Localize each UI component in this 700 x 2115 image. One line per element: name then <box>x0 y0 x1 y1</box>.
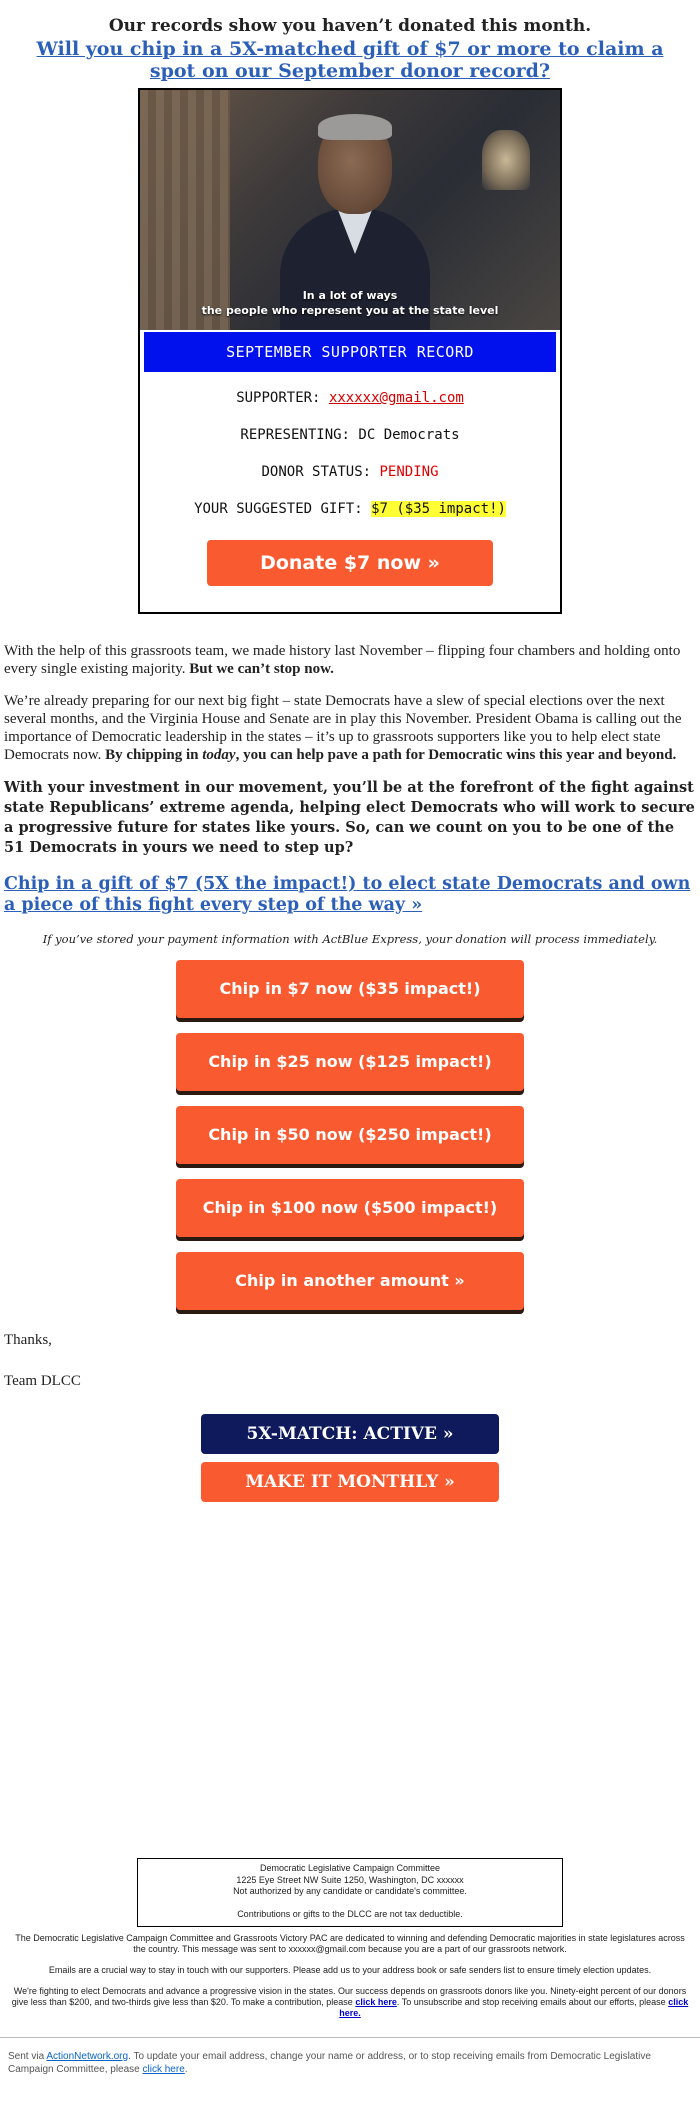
video-caption-line2: the people who represent you at the state level <box>201 304 499 317</box>
disclaimer-tax: Contributions or gifts to the DLCC are not tax deductible. <box>237 1908 463 1919</box>
footer-address-book: Emails are a crucial way to stay in touch with our supporters. Please add us to your address book or safe senders list to ensure timely election updates. <box>48 1965 652 1975</box>
paragraph-1 <box>4 642 696 678</box>
suggested-gift-label: YOUR SUGGESTED GIFT: <box>194 501 363 517</box>
representing-row <box>140 417 560 454</box>
signoff-thanks: Thanks, <box>4 1332 52 1348</box>
paragraph-2 <box>4 692 696 764</box>
record-title: SEPTEMBER SUPPORTER RECORD <box>144 332 556 372</box>
disclaimer-address: 1225 Eye Street NW Suite 1250, Washington, DC xxxxxx <box>236 1874 464 1885</box>
donor-status-label: DONOR STATUS: <box>261 464 372 480</box>
sent-via-text-a: Sent via <box>8 2051 45 2062</box>
chip-in-cta-link[interactable]: Chip in a gift of $7 (5X the impact!) to elect state Democrats and own a piece of this fight every step of the way » <box>4 874 691 915</box>
chip-in-other-button[interactable]: Chip in another amount » <box>176 1252 524 1310</box>
supporter-label: SUPPORTER: <box>236 390 321 406</box>
supporter-record-card <box>138 88 562 614</box>
chip-in-25-button[interactable]: Chip in $25 now ($125 impact!) <box>176 1033 524 1091</box>
update-email-link[interactable]: click here <box>142 2064 185 2075</box>
contribute-link[interactable]: click here <box>355 1997 397 2007</box>
lamp-decor <box>482 130 530 190</box>
disclaimer-org: Democratic Legislative Campaign Committee <box>259 1863 441 1873</box>
header-headline-link[interactable]: Will you chip in a 5X-matched gift of $7 or more to claim a spot on our September donor record? <box>36 38 664 82</box>
paragraph-2-bold-a: By chipping in <box>105 747 199 763</box>
footer-donors-text-a: We're fighting to elect Democrats and advance a progressive vision in the states. Our success depends on grassroots donors like you. Ninety-eight percent of our donors give less than $200, and two-thirds give less than $20. To make a contribution, please <box>11 1986 687 2007</box>
footer-donors <box>0 1986 700 2019</box>
donor-status-value: PENDING <box>379 464 439 480</box>
paragraph-3: With your investment in our movement, you’ll be at the forefront of the fight against state Republicans’ extreme agenda, helping elect Democrats who will work to secure a progressive future for states like yours. So, can we count on you to be one of the 51 Democrats in yours we need to step up? <box>4 779 695 856</box>
paragraph-1-bold: But we can’t stop now. <box>189 661 334 677</box>
video-thumbnail[interactable] <box>140 90 560 330</box>
chip-in-7-button[interactable]: Chip in $7 now ($35 impact!) <box>176 960 524 1018</box>
chip-in-50-button[interactable]: Chip in $50 now ($250 impact!) <box>176 1106 524 1164</box>
make-monthly-button[interactable]: MAKE IT MONTHLY » <box>201 1462 499 1502</box>
footer-mission: The Democratic Legislative Campaign Committee and Grassroots Victory PAC are dedicated to winning and defending Democratic majorities in state legislatures across the country. This message was sent to xxxxxx@gmail.com because you are a part of our grassroots network. <box>15 1933 685 1954</box>
chip-in-100-button[interactable]: Chip in $100 now ($500 impact!) <box>176 1179 524 1237</box>
signoff <box>0 1332 700 1390</box>
speaker-hair <box>318 114 392 140</box>
paragraph-1-text: With the help of this grassroots team, we made history last November – flipping four chambers and holding onto every single existing majority. <box>4 643 681 677</box>
representing-value: DC Democrats <box>358 427 460 443</box>
paragraph-2-text: We’re already preparing for our next big fight – state Democrats have a slew of special elections over the next several months, and the Virginia House and Senate are in play this November. President Obama is calling out the importance of Democratic leadership in the states – it’s up to grassroots supporters like you to help elect state Democrats now. <box>4 693 682 763</box>
donor-status-row <box>140 454 560 491</box>
donation-buttons <box>0 960 700 1310</box>
actionnetwork-link[interactable]: ActionNetwork.org <box>46 2051 129 2062</box>
paragraph-2-bold-italic: today <box>202 747 236 763</box>
disclaimer-authorized: Not authorized by any candidate or candidate's committee. <box>233 1886 467 1896</box>
actblue-express-note: If you’ve stored your payment information with ActBlue Express, your donation will process immediately. <box>42 932 658 946</box>
supporter-email-link[interactable]: xxxxxx@gmail.com <box>328 390 464 406</box>
paragraph-2-bold-b: , you can help pave a path for Democratic wins this year and beyond. <box>235 747 677 763</box>
header-kicker: Our records show you haven’t donated this month. <box>108 16 592 36</box>
video-caption-line1: In a lot of ways <box>302 289 398 302</box>
donate-7-button[interactable]: Donate $7 now » <box>207 540 493 586</box>
suggested-gift-row <box>140 491 560 528</box>
signoff-team: Team DLCC <box>4 1373 81 1389</box>
representing-label: REPRESENTING: <box>240 427 350 443</box>
record-details <box>140 372 560 612</box>
suggested-gift-value: $7 ($35 impact!) <box>371 501 506 517</box>
video-caption <box>140 288 560 318</box>
email-header <box>0 0 700 82</box>
match-active-button[interactable]: 5X-MATCH: ACTIVE » <box>201 1414 499 1454</box>
sent-via-text-c: . <box>184 2064 188 2075</box>
supporter-row <box>140 380 560 417</box>
email-copy <box>0 642 700 948</box>
sent-via-footer <box>0 2037 700 2076</box>
paid-for-disclaimer <box>137 1858 563 1927</box>
footer-donors-text-b: . To unsubscribe and stop receiving emails about our efforts, please <box>396 1997 666 2007</box>
unsubscribe-link[interactable]: click here. <box>339 1997 689 2018</box>
sent-via-text-b: . To update your email address, change your name or address, or to stop receiving emails from Democratic Legislative Campaign Committee, please <box>8 2051 651 2075</box>
